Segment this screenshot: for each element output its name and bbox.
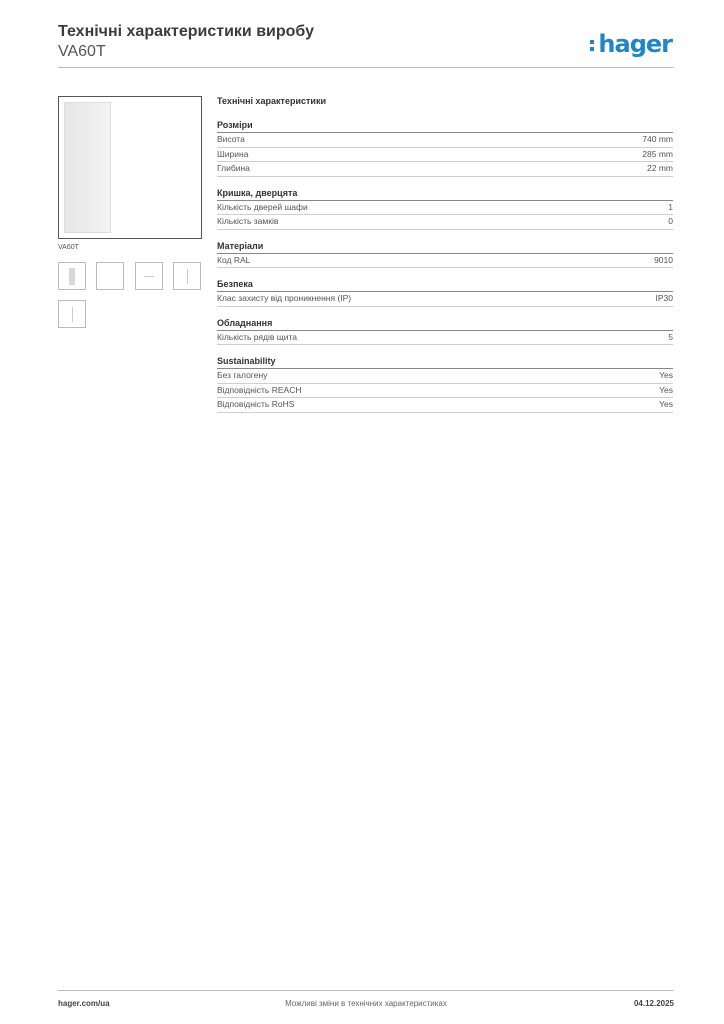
spec-value: 1 bbox=[668, 201, 673, 212]
spec-row bbox=[217, 398, 673, 413]
page-title: Технічні характеристики виробу bbox=[58, 23, 314, 40]
image-caption: VA60T bbox=[58, 244, 79, 251]
thumb-panel-icon bbox=[69, 268, 75, 285]
thumbnail-3[interactable] bbox=[135, 262, 163, 290]
logo-dots-icon bbox=[590, 37, 596, 54]
spec-row bbox=[217, 162, 673, 177]
spec-value: 285 mm bbox=[642, 148, 673, 159]
spec-row bbox=[217, 201, 673, 216]
spec-section bbox=[217, 241, 673, 269]
page-header bbox=[58, 22, 674, 62]
section-title: Sustainability bbox=[217, 356, 673, 369]
footer-website-link[interactable]: hager.com/ua bbox=[58, 999, 110, 1008]
section-title: Матеріали bbox=[217, 241, 673, 254]
spec-value: Yes bbox=[659, 399, 673, 409]
section-title: Обладнання bbox=[217, 318, 673, 331]
cover-panel-image bbox=[64, 102, 111, 233]
spec-row bbox=[217, 331, 673, 346]
spec-value: 22 mm bbox=[647, 163, 673, 173]
spec-row bbox=[217, 384, 673, 399]
footer-date: 04.12.2025 bbox=[633, 999, 674, 1008]
header-divider bbox=[58, 67, 674, 68]
spec-section bbox=[217, 279, 673, 307]
footer-divider bbox=[58, 990, 674, 991]
specs-title: Технічні характеристики bbox=[217, 96, 326, 106]
spec-row bbox=[217, 215, 673, 230]
spec-row bbox=[217, 292, 673, 307]
thumb-line-icon bbox=[72, 307, 73, 322]
hager-logo bbox=[590, 30, 672, 58]
section-title: Кришка, дверцята bbox=[217, 188, 673, 201]
specifications bbox=[217, 96, 673, 424]
spec-label: Глибина bbox=[217, 163, 250, 173]
thumbnail-1[interactable] bbox=[58, 262, 86, 290]
spec-label: Без галогену bbox=[217, 370, 268, 380]
spec-label: Кількість рядів щита bbox=[217, 331, 297, 342]
spec-value: 0 bbox=[668, 216, 673, 226]
spec-label: Висота bbox=[217, 134, 245, 144]
spec-row bbox=[217, 133, 673, 148]
spec-value: Yes bbox=[659, 384, 673, 395]
thumbnail-2[interactable] bbox=[96, 262, 124, 290]
thumb-line-icon bbox=[187, 269, 188, 284]
spec-section bbox=[217, 120, 673, 177]
spec-value: 9010 bbox=[654, 254, 673, 265]
spec-label: Клас захисту від проникнення (IP) bbox=[217, 293, 352, 303]
spec-value: Yes bbox=[659, 370, 673, 380]
logo-text: hager bbox=[598, 30, 672, 58]
spec-row bbox=[217, 369, 673, 384]
section-title: Безпека bbox=[217, 279, 673, 292]
spec-row bbox=[217, 254, 673, 269]
footer-notice: Можливі зміни в технічних характеристиках bbox=[285, 999, 447, 1008]
section-title: Розміри bbox=[217, 120, 673, 133]
spec-label: Код RAL bbox=[217, 254, 251, 265]
spec-label: Відповідність RoHS bbox=[217, 399, 295, 409]
spec-label: Відповідність REACH bbox=[217, 384, 302, 395]
spec-value: IP30 bbox=[655, 293, 673, 303]
spec-sections bbox=[217, 120, 673, 413]
spec-section bbox=[217, 356, 673, 413]
thumbnail-4[interactable] bbox=[173, 262, 201, 290]
spec-label: Кількість дверей шафи bbox=[217, 201, 308, 212]
thumb-line-icon bbox=[144, 276, 154, 277]
spec-value: 5 bbox=[668, 331, 673, 342]
spec-value: 740 mm bbox=[642, 134, 673, 144]
product-code: VA60T bbox=[58, 43, 106, 60]
spec-label: Кількість замків bbox=[217, 216, 279, 226]
spec-section bbox=[217, 318, 673, 346]
spec-section bbox=[217, 188, 673, 230]
product-image[interactable] bbox=[58, 96, 202, 239]
spec-label: Ширина bbox=[217, 148, 249, 159]
spec-row bbox=[217, 148, 673, 163]
thumbnail-5[interactable] bbox=[58, 300, 86, 328]
